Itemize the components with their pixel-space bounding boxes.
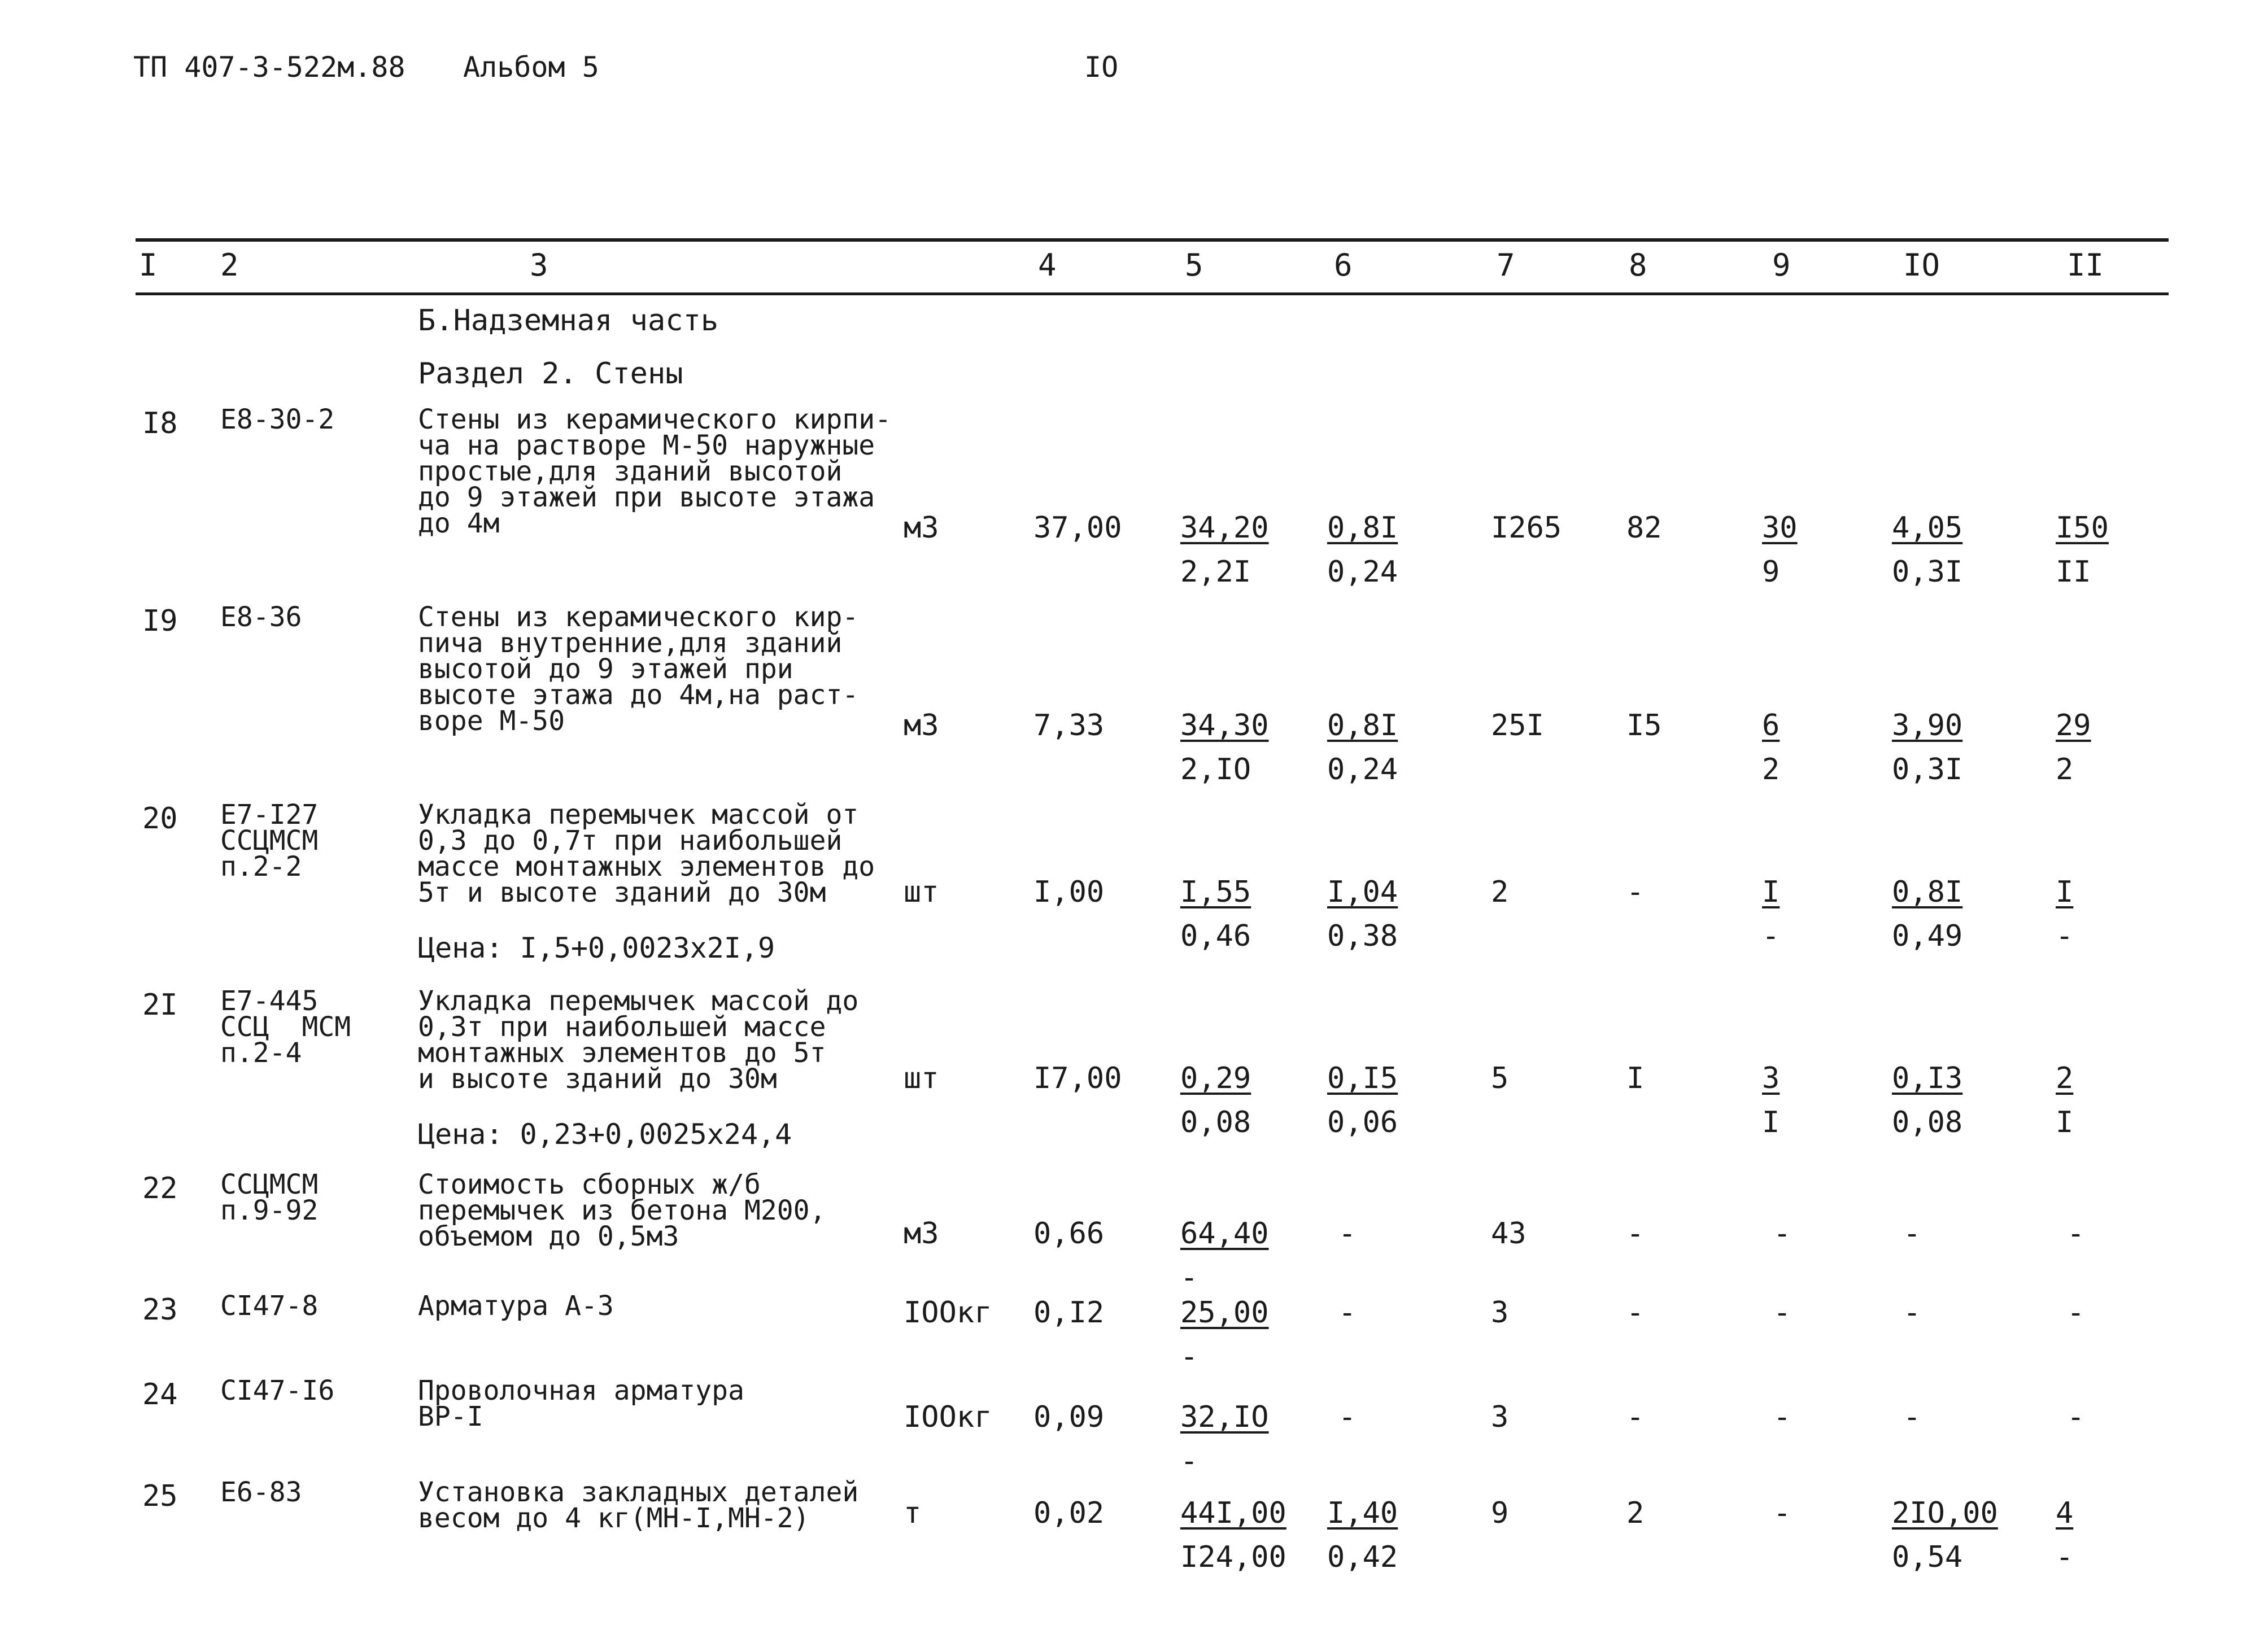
value-bottom: 0,06 — [1327, 1106, 1398, 1139]
value-fraction-c9 — [1762, 1061, 1779, 1139]
doc-code: ТП 407-3-522м.88 — [133, 51, 405, 84]
value-c8: - — [1626, 1400, 1645, 1434]
value-fraction-c6 — [1327, 875, 1398, 953]
row-description — [418, 1169, 826, 1252]
value-fraction-c5 — [1180, 1217, 1269, 1295]
row-unit: м3 — [904, 709, 939, 742]
col-1: I — [139, 247, 158, 283]
value-fraction-c10 — [1892, 875, 1962, 953]
row-number: 2I — [142, 988, 178, 1022]
value-fraction-c5 — [1180, 1061, 1251, 1139]
value-top: 30 — [1762, 511, 1798, 545]
row-code — [220, 1290, 319, 1322]
row-code — [220, 799, 319, 882]
row-unit: IOOкг — [904, 1296, 992, 1330]
value-top: 0,29 — [1180, 1061, 1251, 1095]
row-description-line: Укладка перемычек массой от — [418, 799, 859, 831]
row-code-line: п.9-92 — [220, 1195, 319, 1226]
value-bottom: 0,49 — [1892, 919, 1963, 953]
row-unit: м3 — [904, 511, 939, 545]
row-description-line: Стены из керамического кир- — [418, 601, 859, 633]
row-quantity: 0,I2 — [1033, 1296, 1105, 1330]
row-description — [418, 601, 859, 737]
row-number: 23 — [142, 1293, 178, 1327]
value-c11: - — [2067, 1217, 2085, 1251]
row-number: 25 — [142, 1479, 178, 1513]
col-10: IO — [1903, 247, 1940, 283]
value-bottom: I24,00 — [1180, 1540, 1286, 1574]
value-top: 32,IO — [1180, 1400, 1269, 1434]
value-bottom: 2,2I — [1180, 555, 1251, 589]
value-bottom: - — [1180, 1340, 1198, 1374]
col-4: 4 — [1038, 247, 1057, 283]
row-code — [220, 985, 351, 1069]
row-description-line: перемычек из бетона М200, — [418, 1195, 826, 1226]
row-quantity: 0,66 — [1033, 1217, 1105, 1251]
value-c7: I265 — [1491, 511, 1562, 545]
row-description-line: до 9 этажей при высоте этажа — [418, 482, 875, 513]
value-fraction-c5 — [1180, 511, 1269, 589]
value-fraction-c6 — [1327, 709, 1398, 787]
page-number: IO — [1084, 51, 1119, 84]
value-c9: - — [1773, 1400, 1791, 1434]
row-quantity: I7,00 — [1033, 1061, 1122, 1095]
value-bottom: 2 — [1762, 753, 1780, 787]
row-description-line: Арматура А-3 — [418, 1290, 614, 1322]
value-bottom: I — [1762, 1106, 1780, 1139]
value-bottom: - — [1180, 1444, 1198, 1478]
row-description-line: до 4м — [418, 508, 500, 539]
value-c8: - — [1626, 1217, 1645, 1251]
row-description-line: 0,3т при наибольшей массе — [418, 1011, 826, 1043]
value-top: 34,30 — [1180, 709, 1269, 742]
row-number: I8 — [142, 407, 178, 440]
row-description — [418, 1290, 614, 1322]
row-description-line: объемом до 0,5м3 — [418, 1221, 679, 1252]
col-9: 9 — [1772, 247, 1791, 283]
value-fraction-c5 — [1180, 1400, 1269, 1478]
value-bottom: 0,54 — [1892, 1540, 1963, 1574]
col-5: 5 — [1185, 247, 1203, 283]
row-code-line: ССЦМСМ — [220, 1169, 319, 1200]
value-fraction-c5 — [1180, 709, 1269, 787]
value-bottom: 0,3I — [1892, 753, 1963, 787]
col-7: 7 — [1497, 247, 1515, 283]
row-number: 24 — [142, 1378, 178, 1412]
value-c8: 82 — [1626, 511, 1662, 545]
value-top: I,40 — [1327, 1496, 1398, 1530]
row-quantity: I,00 — [1033, 875, 1105, 909]
value-bottom: I — [2056, 1106, 2074, 1139]
row-quantity: 0,02 — [1033, 1496, 1105, 1530]
value-fraction-c5 — [1180, 1296, 1269, 1374]
value-bottom: 0,42 — [1327, 1540, 1398, 1574]
row-description-line: 0,3 до 0,7т при наибольшей — [418, 825, 843, 857]
row-quantity: 0,09 — [1033, 1400, 1105, 1434]
value-bottom: 0,46 — [1180, 919, 1251, 953]
value-top: 64,40 — [1180, 1217, 1269, 1251]
value-fraction-c10 — [1892, 1496, 1998, 1574]
value-bottom: 0,24 — [1327, 555, 1398, 589]
row-number: 22 — [142, 1172, 178, 1205]
value-bottom: - — [1762, 919, 1780, 953]
value-c6: - — [1338, 1400, 1357, 1434]
value-c8: I5 — [1626, 709, 1662, 742]
value-bottom: 2,IO — [1180, 753, 1251, 787]
value-fraction-c11 — [2056, 1061, 2073, 1139]
col-2: 2 — [220, 247, 239, 283]
row-description-line: ВР-I — [418, 1401, 483, 1432]
row-description — [418, 1375, 744, 1432]
value-top: 2 — [2056, 1061, 2074, 1095]
row-code-line: Е7-445 — [220, 985, 319, 1017]
value-fraction-c11 — [2056, 511, 2109, 589]
value-fraction-c10 — [1892, 709, 1962, 787]
value-c10: - — [1903, 1296, 1921, 1330]
value-top: 3,90 — [1892, 709, 1963, 742]
value-c9: - — [1773, 1296, 1791, 1330]
value-top: 0,I5 — [1327, 1061, 1398, 1095]
row-description-line: высоте этажа до 4м,на раст- — [418, 679, 859, 711]
row-quantity: 7,33 — [1033, 709, 1105, 742]
row-description-line: Установка закладных деталей — [418, 1476, 859, 1508]
row-description — [418, 404, 892, 539]
row-code-line: Е6-83 — [220, 1476, 302, 1508]
row-code — [220, 1476, 302, 1508]
row-code-line: п.2-2 — [220, 851, 302, 882]
value-top: 25,00 — [1180, 1296, 1269, 1330]
value-c7: 43 — [1491, 1217, 1526, 1251]
value-fraction-c10 — [1892, 511, 1962, 589]
value-top: 44I,00 — [1180, 1496, 1286, 1530]
value-c7: 3 — [1491, 1296, 1509, 1330]
row-code — [220, 601, 302, 633]
value-c11: - — [2067, 1400, 2085, 1434]
row-code-line: СI47-8 — [220, 1290, 319, 1322]
value-top: 34,20 — [1180, 511, 1269, 545]
value-top: I50 — [2056, 511, 2109, 545]
row-description-line: весом до 4 кг(МН-I,МН-2) — [418, 1502, 810, 1534]
row-description-line: ча на растворе М-50 наружные — [418, 430, 875, 461]
value-top: 3 — [1762, 1061, 1780, 1095]
row-description-line: Стоимость сборных ж/б — [418, 1169, 761, 1200]
row-description — [418, 799, 875, 908]
row-price: Цена: I,5+0,0023х2I,9 — [418, 932, 775, 964]
value-fraction-c6 — [1327, 511, 1398, 589]
value-c7: 25I — [1491, 709, 1544, 742]
value-top: 6 — [1762, 709, 1780, 742]
value-c10: - — [1903, 1217, 1921, 1251]
table-top-rule — [136, 238, 2169, 242]
row-code — [220, 404, 335, 435]
row-code-line: п.2-4 — [220, 1037, 302, 1069]
value-c9: - — [1773, 1217, 1791, 1251]
value-bottom: 9 — [1762, 555, 1780, 589]
row-number: 20 — [142, 802, 178, 836]
row-quantity: 37,00 — [1033, 511, 1122, 545]
value-c9: - — [1773, 1496, 1791, 1530]
col-11: II — [2067, 247, 2104, 283]
row-code-line: Е7-I27 — [220, 799, 319, 831]
value-top: I,04 — [1327, 875, 1398, 909]
row-description-line: пича внутренние,для зданий — [418, 627, 843, 659]
row-unit: шт — [904, 1061, 939, 1095]
row-description-line: массе монтажных элементов до — [418, 851, 875, 882]
value-bottom: - — [2056, 1540, 2074, 1574]
row-unit: т — [904, 1496, 922, 1530]
value-bottom: II — [2056, 555, 2091, 589]
row-code — [220, 1375, 335, 1406]
value-c11: - — [2067, 1296, 2085, 1330]
value-bottom: 0,24 — [1327, 753, 1398, 787]
value-fraction-c11 — [2056, 875, 2073, 953]
value-c6: - — [1338, 1296, 1357, 1330]
value-fraction-c6 — [1327, 1061, 1398, 1139]
value-c8: - — [1626, 1296, 1645, 1330]
row-description-line: Проволочная арматура — [418, 1375, 744, 1406]
col-6: 6 — [1334, 247, 1353, 283]
row-code-line: Е8-36 — [220, 601, 302, 633]
row-code-line: ССЦ МСМ — [220, 1011, 351, 1043]
value-fraction-c9 — [1762, 709, 1779, 787]
row-description-line: 5т и высоте зданий до 30м — [418, 877, 826, 908]
value-c8: I — [1626, 1061, 1645, 1095]
value-fraction-c5 — [1180, 875, 1251, 953]
value-top: I — [1762, 875, 1780, 909]
row-price: Цена: 0,23+0,0025х24,4 — [418, 1118, 792, 1151]
value-c7: 2 — [1491, 875, 1509, 909]
value-fraction-c6 — [1327, 1496, 1398, 1574]
value-bottom: - — [1180, 1261, 1198, 1295]
value-top: 0,8I — [1327, 511, 1398, 545]
row-description-line: простые,для зданий высотой — [418, 456, 843, 487]
row-code — [220, 1169, 319, 1226]
row-code-line: ССЦМСМ — [220, 825, 319, 857]
row-description-line: воре М-50 — [418, 705, 565, 737]
value-top: 4,05 — [1892, 511, 1963, 545]
row-description-line: и высоте зданий до 30м — [418, 1063, 777, 1095]
value-top: I — [2056, 875, 2074, 909]
row-description — [418, 985, 859, 1095]
value-fraction-c11 — [2056, 709, 2091, 787]
value-top: 0,8I — [1327, 709, 1398, 742]
value-top: 2IO,00 — [1892, 1496, 1998, 1530]
value-c6: - — [1338, 1217, 1357, 1251]
value-c8: 2 — [1626, 1496, 1645, 1530]
value-top: 4 — [2056, 1496, 2074, 1530]
value-fraction-c10 — [1892, 1061, 1962, 1139]
value-bottom: - — [2056, 919, 2074, 953]
value-c7: 3 — [1491, 1400, 1509, 1434]
row-description-line: Стены из керамического кирпи- — [418, 404, 892, 435]
value-c8: - — [1626, 875, 1645, 909]
album-label: Альбом 5 — [463, 51, 599, 84]
value-bottom: 0,08 — [1892, 1106, 1963, 1139]
row-code-line: Е8-30-2 — [220, 404, 335, 435]
row-number: I9 — [142, 604, 178, 638]
value-fraction-c9 — [1762, 511, 1798, 589]
row-unit: м3 — [904, 1217, 939, 1251]
value-fraction-c9 — [1762, 875, 1779, 953]
value-top: 0,I3 — [1892, 1061, 1963, 1095]
table-header-rule — [136, 292, 2169, 295]
value-c7: 9 — [1491, 1496, 1509, 1530]
col-3: 3 — [530, 247, 548, 283]
row-description-line: Укладка перемычек массой до — [418, 985, 859, 1017]
row-description-line: высотой до 9 этажей при — [418, 653, 793, 685]
value-bottom: 0,38 — [1327, 919, 1398, 953]
value-c7: 5 — [1491, 1061, 1509, 1095]
col-8: 8 — [1629, 247, 1647, 283]
value-bottom: 2 — [2056, 753, 2074, 787]
row-description-line: монтажных элементов до 5т — [418, 1037, 826, 1069]
part-title: Б.Надземная часть — [418, 304, 719, 338]
value-bottom: 0,3I — [1892, 555, 1963, 589]
row-unit: шт — [904, 875, 939, 909]
row-code-line: СI47-I6 — [220, 1375, 335, 1406]
value-top: 0,8I — [1892, 875, 1963, 909]
value-top: I,55 — [1180, 875, 1251, 909]
value-fraction-c5 — [1180, 1496, 1286, 1574]
row-unit: IOOкг — [904, 1400, 992, 1434]
value-top: 29 — [2056, 709, 2091, 742]
value-fraction-c11 — [2056, 1496, 2073, 1574]
section-title: Раздел 2. Стены — [418, 357, 683, 391]
row-description — [418, 1476, 859, 1534]
value-c10: - — [1903, 1400, 1921, 1434]
value-bottom: 0,08 — [1180, 1106, 1251, 1139]
